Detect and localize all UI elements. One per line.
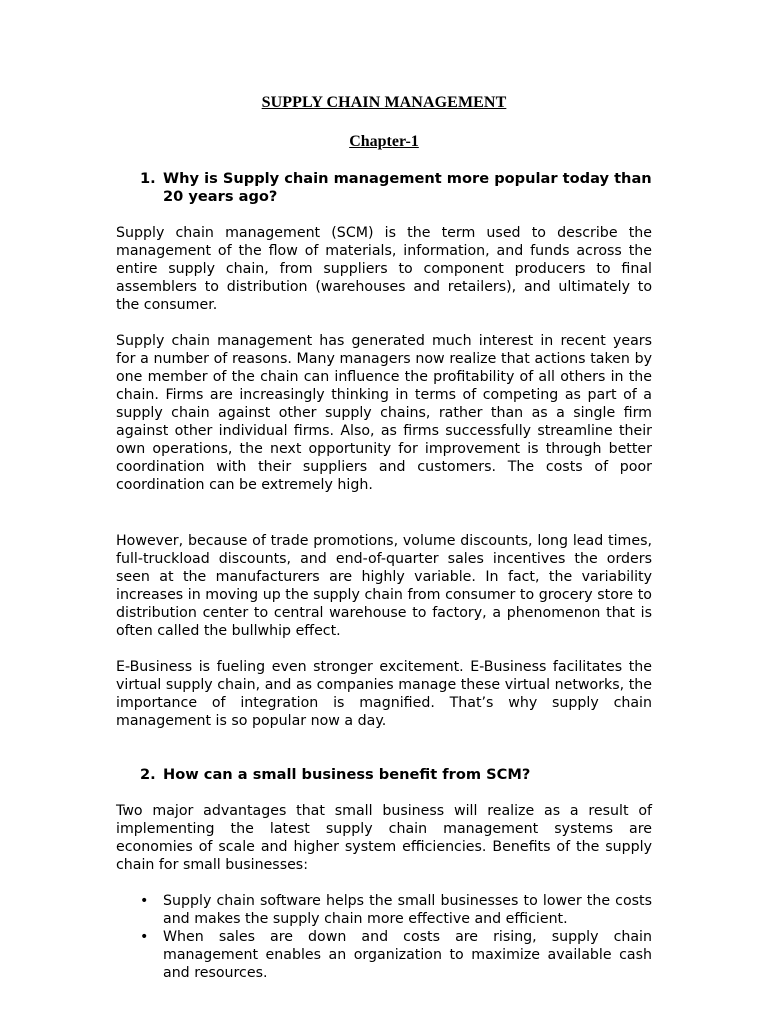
paragraph-interest-reasons: Supply chain management has generated much interest in recent years for a number of reasons. Many managers now realize that actions taken by one member of the chain can influence the profitability of all others in the chain. Firms are increasingly thinking in terms of competing as part of a supply chain against other supply chains, rather than as a single firm against other individual firms. Also, as firms successfully streamline their own operations, the next opportunity for improvement is through better coordination with their suppliers and customers. The costs of poor coordination can be extremely high. — [116, 333, 652, 493]
list-item-text: When sales are down and costs are rising, supply chain management enables an organization to maximize available cash and resources. — [163, 929, 652, 981]
paragraph-bullwhip-effect: However, because of trade promotions, volume discounts, long lead times, full-truckload discounts, and end-of-quarter sales incentives the orders seen at the manufacturers are highly variable. In fact, the variability increases in moving up the supply chain from consumer to grocery store to distribution center to central warehouse to factory, a phenomenon that is often called the bullwhip effect. — [116, 533, 652, 639]
benefits-list — [116, 892, 652, 982]
question-1-text: Why is Supply chain management more popular today than 20 years ago? — [163, 170, 652, 205]
question-2-heading — [140, 766, 652, 784]
question-1-number: 1. — [140, 170, 156, 187]
paragraph-scm-definition: Supply chain management (SCM) is the term used to describe the management of the flow of materials, information, and funds across the entire supply chain, from suppliers to component producers to final assemblers to distribution (warehouses and retailers), and ultimately to the consumer. — [116, 225, 652, 313]
list-item — [116, 892, 652, 928]
paragraph-e-business: E-Business is fueling even stronger excitement. E-Business facilitates the virtual supply chain, and as companies manage these virtual networks, the importance of integration is magnified. That’s why supply chain management is so popular now a day. — [116, 659, 652, 729]
question-1-heading — [140, 170, 652, 206]
list-item-text: Supply chain software helps the small businesses to lower the costs and makes the supply chain more effective and efficient. — [163, 893, 652, 927]
paragraph-small-business-advantages: Two major advantages that small business will realize as a result of implementing the latest supply chain management systems are economies of scale and higher system efficiencies. Benefits of the supply chain for small businesses: — [116, 803, 652, 873]
question-2-number: 2. — [140, 766, 156, 783]
bullet-icon: • — [140, 893, 149, 909]
bullet-icon: • — [140, 929, 149, 945]
question-2-text: How can a small business benefit from SCM? — [163, 766, 531, 783]
document-title: SUPPLY CHAIN MANAGEMENT — [261, 94, 507, 111]
list-item — [116, 928, 652, 982]
chapter-heading: Chapter-1 — [349, 133, 419, 150]
